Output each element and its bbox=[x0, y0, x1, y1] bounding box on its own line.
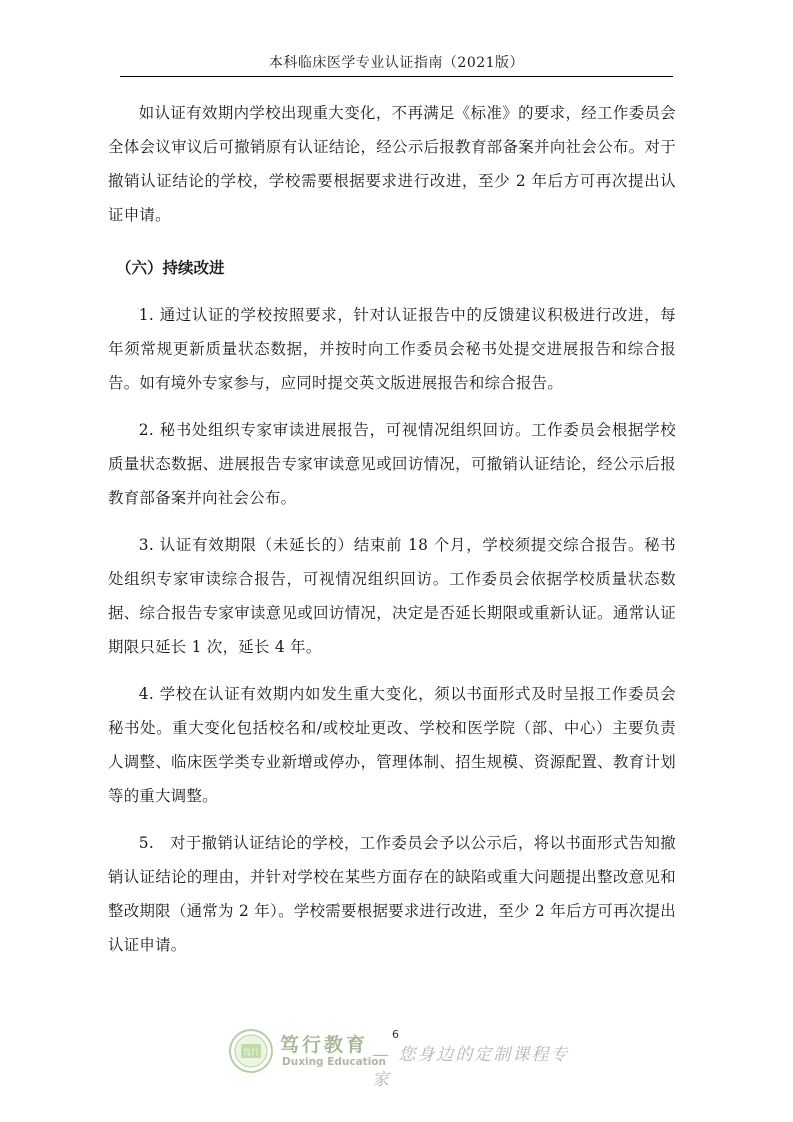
header-rule bbox=[120, 76, 673, 77]
svg-text:笃行: 笃行 bbox=[243, 1048, 259, 1057]
list-item-3: 3. 认证有效期限（未延长的）结束前 18 个月，学校须提交综合报告。秘书处组织专家审读综合报告，可视情况组织回访。工作委员会依据学校质量状态数据、综合报告专家审读意见或回访情况，决定是否延长期限或重新认证。通常认证期限只延长 1 次，延长 4 年。 bbox=[108, 536, 676, 656]
running-header: 本科临床医学专业认证指南（2021版） bbox=[268, 55, 525, 71]
paragraph-revocation: 如认证有效期内学校出现重大变化，不再满足《标准》的要求，经工作委员会全体会议审议后可撤销原有认证结论，经公示后报教育部备案并向社会公布。对于撤销认证结论的学校，学校需要根据要求进行改进，至少 2 年后方可再次提出认证申请。 bbox=[108, 104, 676, 224]
duxing-logo-icon bbox=[228, 1028, 274, 1074]
watermark-slogan: — 您身边的定制课程专家 bbox=[372, 1045, 570, 1090]
page-content bbox=[108, 96, 676, 975]
page-number: 6 bbox=[392, 1028, 399, 1041]
list-item-2: 2. 秘书处组织专家审读进展报告，可视情况组织回访。工作委员会根据学校质量状态数据、进展报告专家审读意见或回访情况，可撤销认证结论，经公示后报教育部备案并向社会公布。 bbox=[108, 421, 676, 507]
list-item-1: 1. 通过认证的学校按照要求，针对认证报告中的反馈建议积极进行改进，每年须常规更新质量状态数据，并按时向工作委员会秘书处提交进展报告和综合报告。如有境外专家参与，应同时提交英文版进展报告和综合报告。 bbox=[108, 306, 676, 392]
list-item-5: 5. 对于撤销认证结论的学校，工作委员会予以公示后，将以书面形式告知撤销认证结论的理由，并针对学校在某些方面存在的缺陷或重大问题提出整改意见和整改期限（通常为 2 年）。学校需要根据要求进行改进，至少 2 年后方可再次提出认证申请。 bbox=[108, 834, 676, 954]
watermark-english: Duxing Education bbox=[282, 1056, 386, 1068]
watermark bbox=[228, 1026, 588, 1090]
list-item-4: 4. 学校在认证有效期内如发生重大变化，须以书面形式及时呈报工作委员会秘书处。重大变化包括校名和/或校址更改、学校和医学院（部、中心）主要负责人调整、临床医学类专业新增或停办，管理体制、招生规模、资源配置、教育计划等的重大调整。 bbox=[108, 685, 676, 805]
section-title: （六）持续改进 bbox=[116, 259, 225, 277]
watermark-name: 笃行教育 bbox=[280, 1034, 369, 1056]
